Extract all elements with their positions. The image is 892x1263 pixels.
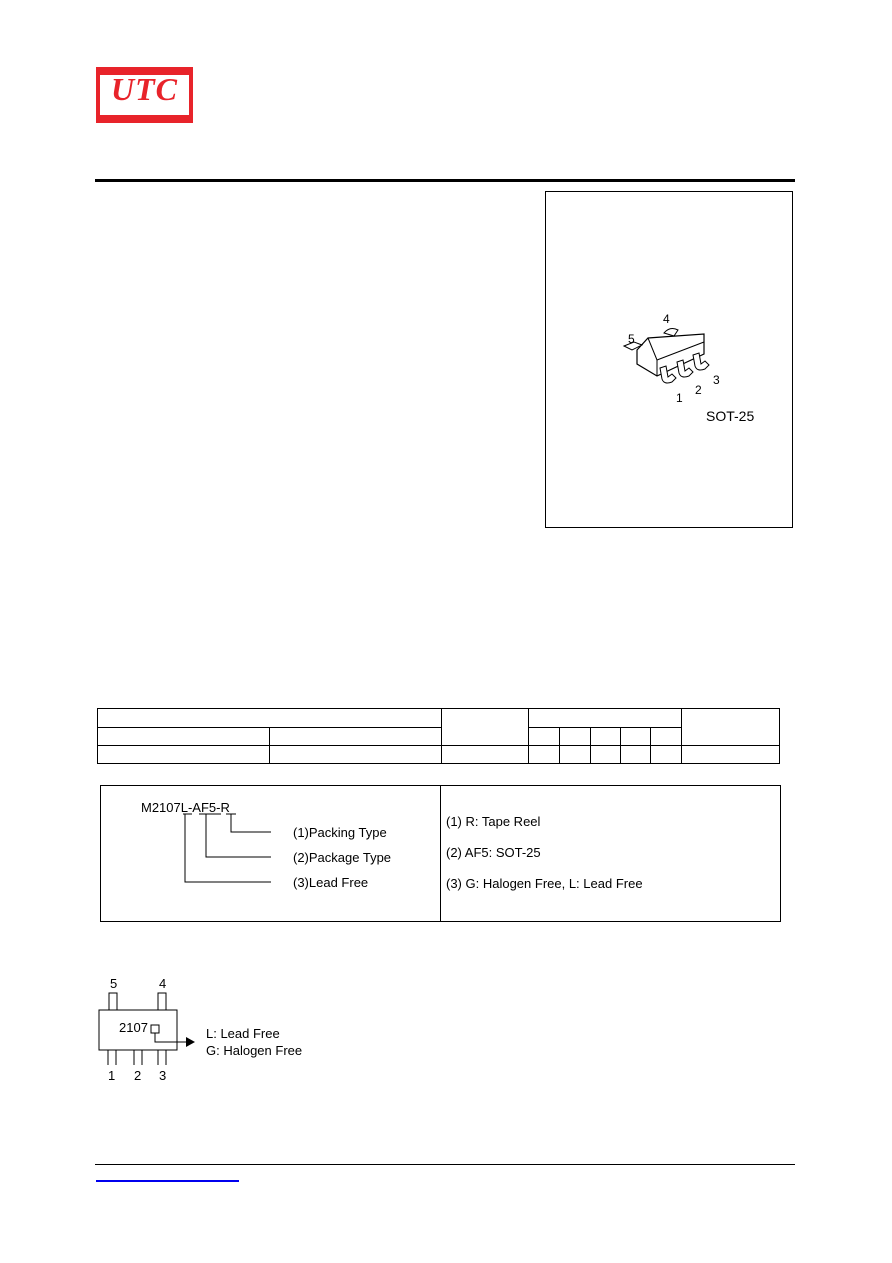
footer-link-underline[interactable] xyxy=(96,1180,239,1182)
part-number-callout-lines xyxy=(170,812,280,887)
pin-label-3: 3 xyxy=(713,373,720,387)
table-col-rule xyxy=(590,727,591,764)
table-col-rule xyxy=(620,727,621,764)
table-col-rule xyxy=(269,727,270,764)
pin-label-2: 2 xyxy=(695,383,702,397)
marking-pin-4: 4 xyxy=(159,976,167,991)
note-package: (2) AF5: SOT-25 xyxy=(446,845,541,860)
table-col-rule xyxy=(559,727,560,764)
ordering-table xyxy=(97,708,780,764)
table-col-rule xyxy=(779,708,780,764)
callout-package-type: (2)Package Type xyxy=(293,850,392,865)
note-packing: (1) R: Tape Reel xyxy=(446,814,541,829)
marking-pin-3: 3 xyxy=(159,1068,167,1083)
note-lead-free: (3) G: Halogen Free, L: Lead Free xyxy=(446,876,643,891)
table-col-rule xyxy=(528,708,529,764)
table-col-rule xyxy=(97,708,98,764)
table-col-rule xyxy=(650,727,651,764)
pin-label-1: 1 xyxy=(676,391,683,405)
table-rule xyxy=(528,727,682,728)
marking-legend-lead-free: L: Lead Free xyxy=(206,1026,280,1041)
part-number-divider xyxy=(440,785,441,921)
marking-pin-1: 1 xyxy=(108,1068,116,1083)
table-rule xyxy=(97,745,780,746)
table-rule-bottom xyxy=(97,763,780,764)
marking-pin-2: 2 xyxy=(134,1068,142,1083)
header-rule xyxy=(95,179,795,182)
utc-logo xyxy=(96,67,193,123)
pin-label-4: 4 xyxy=(663,312,670,326)
pin-label-5: 5 xyxy=(628,332,635,346)
sot25-package-drawing xyxy=(546,192,792,526)
callout-lead-free: (3)Lead Free xyxy=(293,875,369,890)
marking-pin-5: 5 xyxy=(110,976,118,991)
marking-code: 2107 xyxy=(119,1020,148,1035)
marking-legend-halogen-free: G: Halogen Free xyxy=(206,1043,303,1058)
marking-diagram xyxy=(96,990,206,1065)
callout-packing-type: (1)Packing Type xyxy=(293,825,387,840)
part-number-code: M2107L-AF5-R xyxy=(141,800,230,815)
table-col-rule xyxy=(681,708,682,764)
logo-text: UTC xyxy=(111,71,178,107)
package-label: SOT-25 xyxy=(706,408,755,424)
footer-rule xyxy=(95,1164,795,1165)
table-col-rule xyxy=(441,708,442,764)
table-rule-top xyxy=(97,708,780,709)
